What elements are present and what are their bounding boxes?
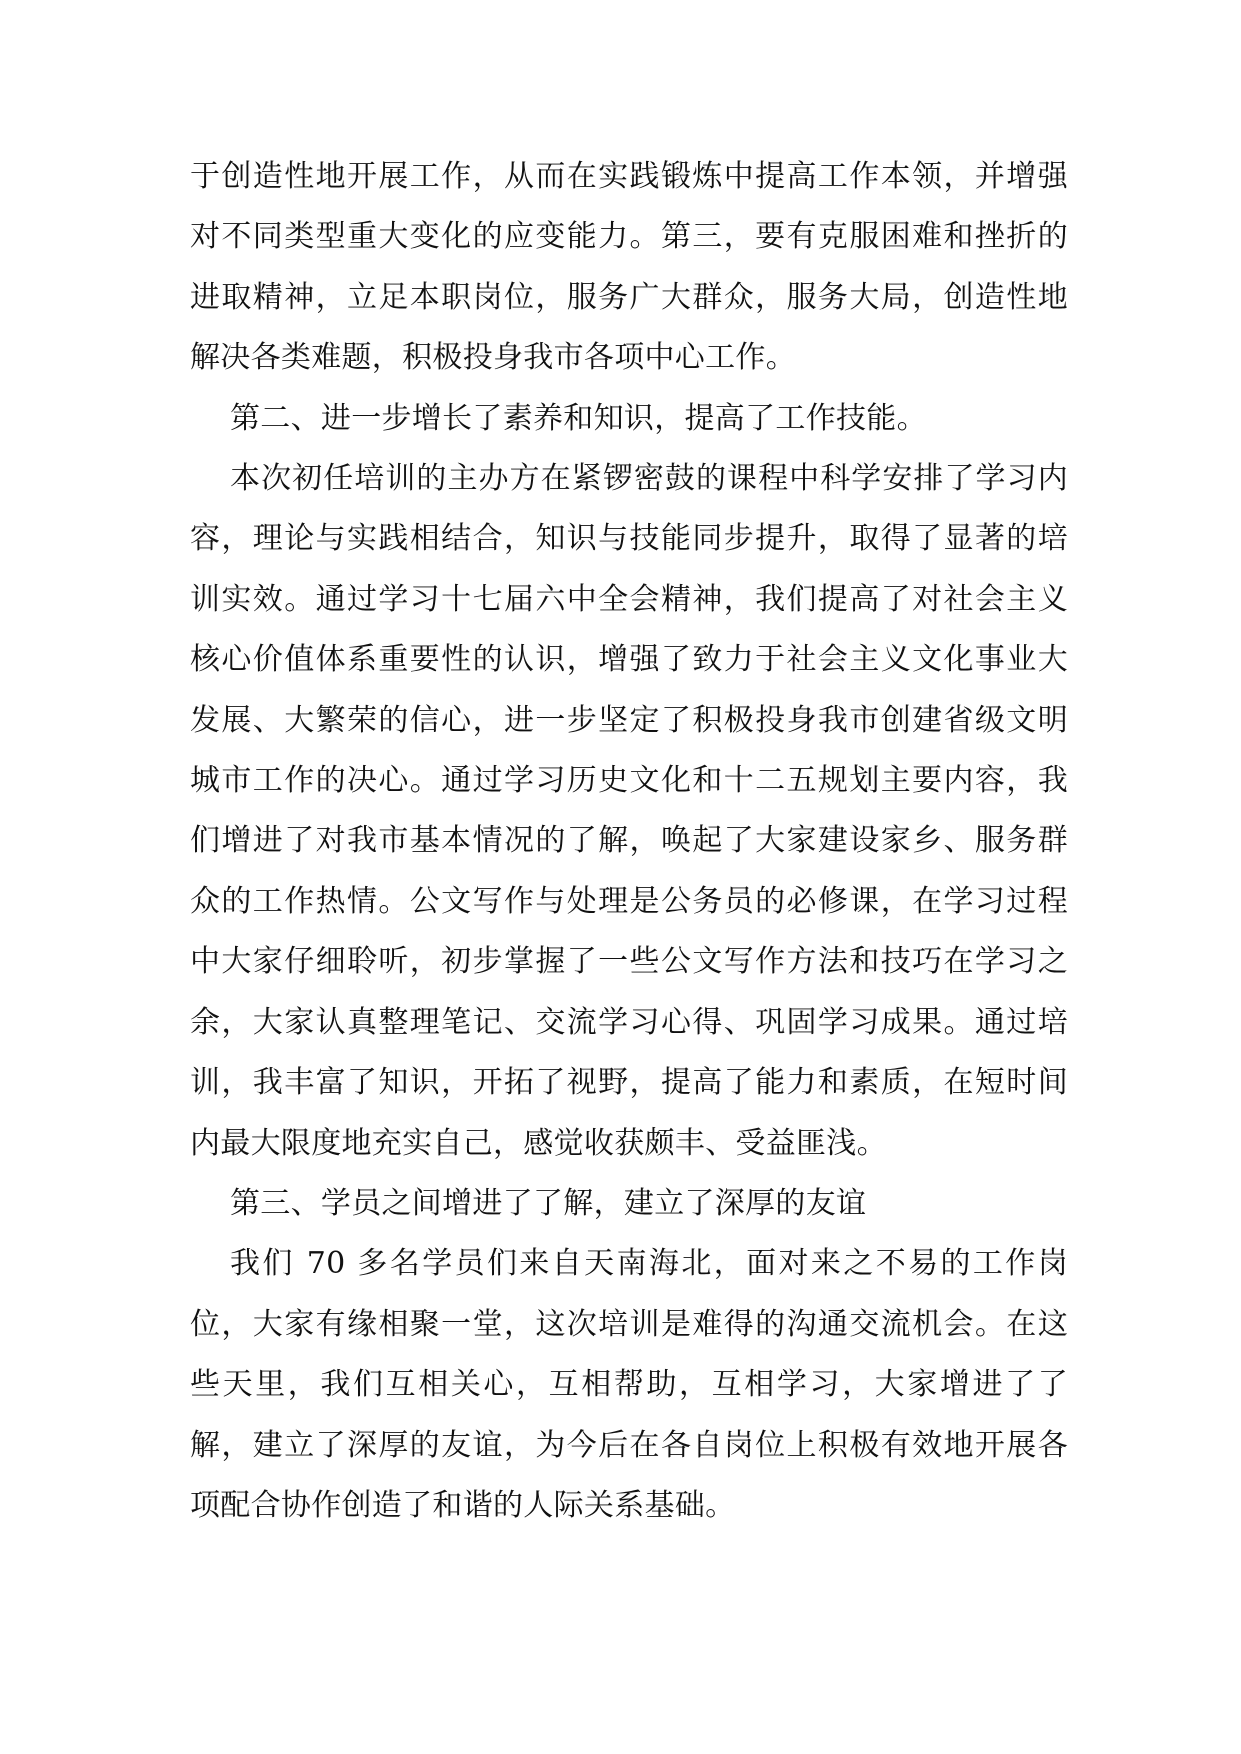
- paragraph-friendship: 我们 70 多名学员们来自天南海北，面对来之不易的工作岗位，大家有缘相聚一堂，这次培训是难得的沟通交流机会。在这些天里，我们互相关心，互相帮助，互相学习，大家增进了了解，建立了深厚的友谊，为今后在各自岗位上积极有效地开展各项配合协作创造了和谐的人际关系基础。: [190, 1246, 1068, 1523]
- paragraph-continuation: 于创造性地开展工作，从而在实践锻炼中提高工作本领，并增强对不同类型重大变化的应变能力。第三，要有克服困难和挫折的进取精神，立足本职岗位，服务广大群众，服务大局，创造性地解决各类难题，积极投身我市各项中心工作。: [190, 159, 1068, 376]
- section-heading-second: 第二、进一步增长了素养和知识，提高了工作技能。: [230, 400, 927, 436]
- section-heading-third: 第三、学员之间增进了了解，建立了深厚的友谊: [230, 1185, 867, 1221]
- document-body: [190, 147, 1068, 1536]
- paragraph-training-content: 本次初任培训的主办方在紧锣密鼓的课程中科学安排了学习内容，理论与实践相结合，知识与技能同步提升，取得了显著的培训实效。通过学习十七届六中全会精神，我们提高了对社会主义核心价值体系重要性的认识，增强了致力于社会主义文化事业大发展、大繁荣的信心，进一步坚定了积极投身我市创建省级文明城市工作的决心。通过学习历史文化和十二五规划主要内容，我们增进了对我市基本情况的了解，唤起了大家建设家乡、服务群众的工作热情。公文写作与处理是公务员的必修课，在学习过程中大家仔细聆听，初步掌握了一些公文写作方法和技巧在学习之余，大家认真整理笔记、交流学习心得、巩固学习成果。通过培训，我丰富了知识，开拓了视野，提高了能力和素质，在短时间内最大限度地充实自己，感觉收获颇丰、受益匪浅。: [190, 461, 1068, 1161]
